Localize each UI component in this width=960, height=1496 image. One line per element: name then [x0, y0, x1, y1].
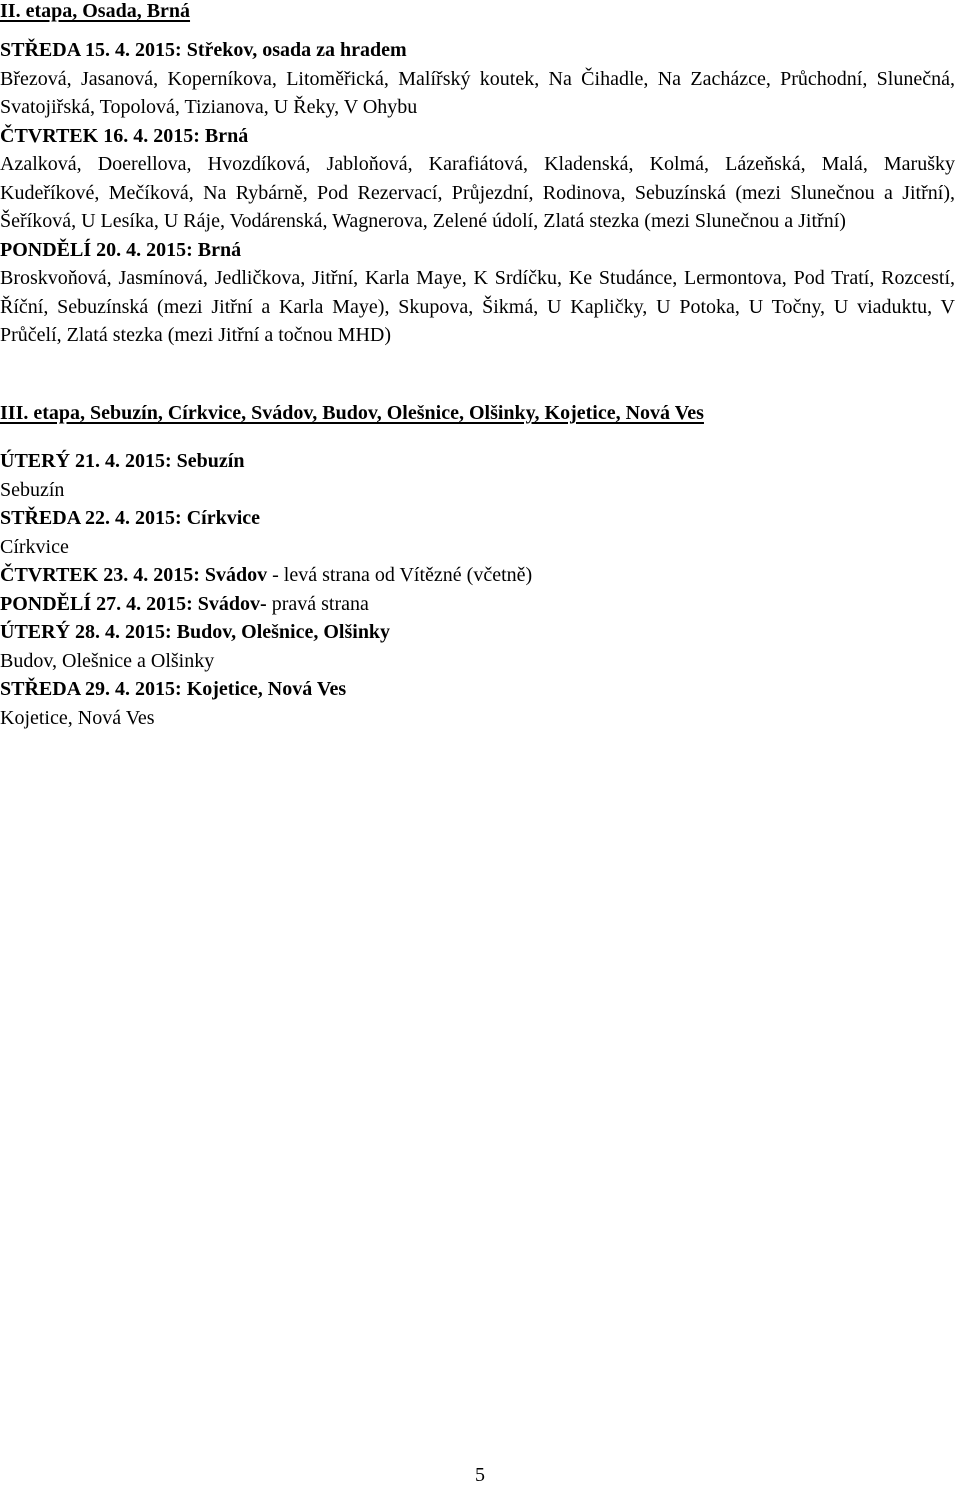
street-list-2015-04-22: Církvice — [0, 535, 69, 558]
street-list-2015-04-20: Broskvoňová, Jasmínová, Jedličkova, Jitřní, Karla Maye, K Srdíčku, Ke Studánce, Lermontova, Pod Tratí, Rozcestí, Říční, Sebuzínská (mezi Jitřní a Karla Maye), Skupova, Šikmá, U Kapličky, U Potoka, U Točny, U viaduktu, V Průčelí, Zlatá stezka (mezi Jitřní a točnou MHD) — [0, 267, 955, 346]
street-list-2015-04-15: Březová, Jasanová, Koperníkova, Litoměřická, Malířský koutek, Na Čihadle, Na Zacházce, Průchodní, Slunečná, Svatojiřská, Topolová, Tizianova, U Řeky, V Ohybu — [0, 67, 955, 118]
street-list-2015-04-29: Kojetice, Nová Ves — [0, 706, 155, 729]
day-heading-2015-04-15: STŘEDA 15. 4. 2015: Střekov, osada za hradem — [0, 39, 407, 61]
day-heading-2015-04-28: ÚTERÝ 28. 4. 2015: Budov, Olešnice, Olšinky — [0, 621, 391, 643]
day-heading-2015-04-29: STŘEDA 29. 4. 2015: Kojetice, Nová Ves — [0, 678, 347, 700]
stage-2-title: II. etapa, Osada, Brná — [0, 0, 191, 22]
page-number: 5 — [475, 1464, 485, 1486]
day-line-2015-04-23 — [0, 561, 955, 590]
day-heading-2015-04-22: STŘEDA 22. 4. 2015: Církvice — [0, 507, 260, 529]
street-list-2015-04-21: Sebuzín — [0, 478, 65, 501]
stage-3-schedule — [0, 447, 955, 732]
day-note-2015-04-23: - levá strana od Vítězné (včetně) — [267, 564, 533, 586]
day-heading-2015-04-27: PONDĚLÍ 27. 4. 2015: Svádov- — [0, 592, 267, 615]
day-heading-2015-04-21: ÚTERÝ 21. 4. 2015: Sebuzín — [0, 450, 245, 472]
day-heading-2015-04-23: ČTVRTEK 23. 4. 2015: Svádov — [0, 564, 268, 586]
stage-3-title: III. etapa, Sebuzín, Církvice, Svádov, Budov, Olešnice, Olšinky, Kojetice, Nová Ves — [0, 402, 704, 424]
day-heading-2015-04-16: ČTVRTEK 16. 4. 2015: Brná — [0, 124, 249, 147]
street-list-2015-04-16: Azalková, Doerellova, Hvozdíková, Jabloňová, Karafiátová, Kladenská, Kolmá, Lázeňská, Malá, Marušky Kudeříkové, Mečíková, Na Rybárně, Pod Rezervací, Průjezdní, Rodinova, Sebuzínská (mezi Slunečnou a Jitřní), Šeříková, U Lesíka, U Ráje, Vodárenská, Wagnerova, Zelené údolí, Zlatá stezka (mezi Slunečnou a Jitřní) — [0, 153, 955, 232]
stage-2-schedule — [0, 36, 955, 350]
day-heading-2015-04-20: PONDĚLÍ 20. 4. 2015: Brná — [0, 238, 242, 261]
day-note-2015-04-27: pravá strana — [266, 592, 369, 615]
street-list-2015-04-28: Budov, Olešnice a Olšinky — [0, 649, 215, 672]
day-line-2015-04-27 — [0, 590, 955, 619]
